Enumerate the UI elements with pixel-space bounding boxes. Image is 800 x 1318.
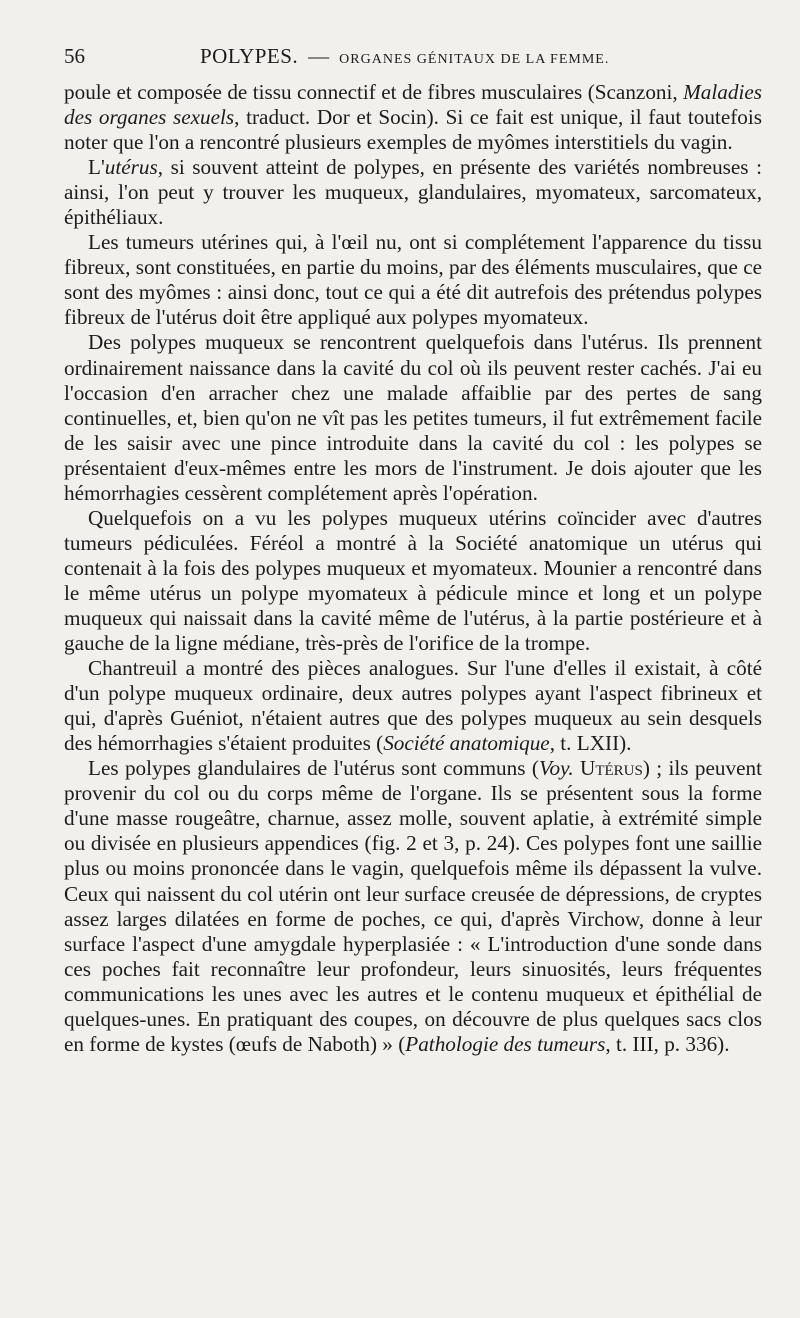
text-segment: L' [88,155,105,180]
paragraph [64,230,762,330]
text-segment: , t. III, p. 336). [605,1031,730,1056]
text-segment: poule et composée de tissu connectif et de fibres musculaires (Scanzoni, [64,80,684,104]
running-subtitle: ORGANES GÉNITAUX DE LA FEMME. [339,52,610,67]
text-segment: , t. LXII). [549,731,632,756]
text-segment: Quelquefois on a vu les polypes muqueux utérins coïncider avec d'autres tumeurs pédiculées. Féréol a montré à la Société anatomique un utérus qui contenait à la fois des polypes muqueux et myomateux. Mounier a rencontré dans le même utérus un polype myomateux à pédicule mince et long et un polype muqueux qui naissait dans la cavité même de l'utérus, à la partie postérieure et à gauche de la ligne médiane, très-près de l'orifice de la trompe. [64,505,762,656]
paragraph [64,155,762,230]
text-segment: Les tumeurs utérines qui, à l'œil nu, ont si complétement l'apparence du tissu fibreux, sont constituées, en partie du moins, par des éléments musculaires, que ce sont des myômes : ainsi donc, tout ce qui a été dit autrefois des prétendus polypes fibreux de l'utérus doit être appliqué aux polypes myomateux. [64,230,762,330]
text-segment: Des polypes muqueux se rencontrent quelquefois dans l'utérus. Ils prennent ordinairement naissance dans la cavité du col où ils peuvent rester cachés. J'ai eu l'occasion d'en arracher chez une malade affaiblie par des pertes de sang continuelles, et, bien qu'on ne vît pas les petites tumeurs, il fut extrêmement facile de les saisir avec une pince introduite dans la cavité du col : les polypes se présentaient d'eux-mêmes entre les mors de l'instrument. Je dois ajouter que les hémorrhagies cessèrent complétement après l'opération. [64,330,762,505]
italic-text: utérus [104,155,158,180]
italic-text: Société anatomique [383,731,550,756]
text-segment: Chantreuil a montré des pièces analogues. Sur l'une d'elles il existait, à côté d'un polype muqueux ordinaire, deux autres polypes ayant l'aspect fibrineux et qui, d'après Guéniot, n'étaient autres que des polypes muqueux au sein desquels des hémorrhagies s'étaient produites ( [64,656,762,756]
italic-text: Maladies des organes sexuels [64,80,762,130]
paragraph [64,330,762,505]
text-segment: , si souvent atteint de polypes, en présente des variétés nombreuses : ainsi, l'on peut y trouver les muqueux, glandulaires, myomateux, sarcomateux, épithéliaux. [64,155,762,230]
text-segment: Utérus [580,756,643,781]
body-text [64,80,762,1057]
running-title: POLYPES. [200,44,299,68]
italic-text: Pathologie des tumeurs [405,1031,606,1056]
paragraph [64,756,762,1057]
text-segment: , traduct. Dor et Socin). Si ce fait est unique, il faut toutefois noter que l'on a rencontré plusieurs exemples de myômes interstitiels du vagin. [64,105,762,155]
header-separator: — [308,44,330,68]
paragraph [64,506,762,656]
paragraph [64,656,762,756]
text-segment: ) ; ils peuvent provenir du col ou du corps même de l'organe. Ils se présentent sous la forme d'une masse rougeâtre, charnue, assez molle, souvent aplatie, à extrémité simple ou divisée en plusieurs appendices (fig. 2 et 3, p. 24). Ces polypes font une saillie plus ou moins prononcée dans le vagin, quelquefois même ils dépassent la vulve. Ceux qui naissent du col utérin ont leur surface creusée de dépressions, de cryptes assez larges dilatées en forme de poches, ce qui, d'après Virchow, donne à leur surface l'aspect d'une amygdale hyperplasiée : « L'introduction d'une sonde dans ces poches fait reconnaître leur profondeur, leurs sinuosités, leurs fréquentes communications les unes avec les autres et le contenu muqueux et épithélial de quelques-unes. En pratiquant des coupes, on découvre de plus quelques sacs clos en forme de kystes (œufs de Naboth) » ( [64,756,762,1056]
running-header [64,44,762,74]
italic-text: Voy. [538,756,574,781]
text-segment: Les polypes glandulaires de l'utérus sont communs ( [88,756,539,781]
paragraph [64,80,762,155]
page-number: 56 [64,44,85,68]
